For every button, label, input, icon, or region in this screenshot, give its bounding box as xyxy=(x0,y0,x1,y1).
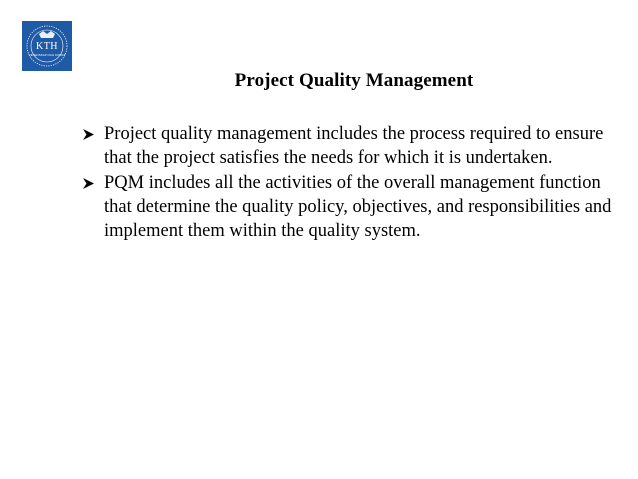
bullet-text: Project quality management includes the process required to ensure that the project satisfies the needs for which it is undertaken. xyxy=(104,124,604,169)
bullet-item xyxy=(82,171,612,244)
bullet-list xyxy=(82,122,612,243)
bullet-item xyxy=(82,122,612,171)
arrowhead-bullet-icon xyxy=(82,122,100,146)
arrowhead-bullet-icon xyxy=(82,171,100,195)
logo-subtext: VETENSKAP OCH KONST xyxy=(28,53,66,57)
kth-seal-icon xyxy=(22,21,72,71)
kth-logo xyxy=(22,21,72,71)
bullet-text: PQM includes all the activities of the overall management function that determine the quality policy, objectives, and responsibilities and implement them within the quality system. xyxy=(104,172,612,242)
slide-title: Project Quality Management xyxy=(234,70,474,91)
logo-text: KTH xyxy=(35,41,59,52)
